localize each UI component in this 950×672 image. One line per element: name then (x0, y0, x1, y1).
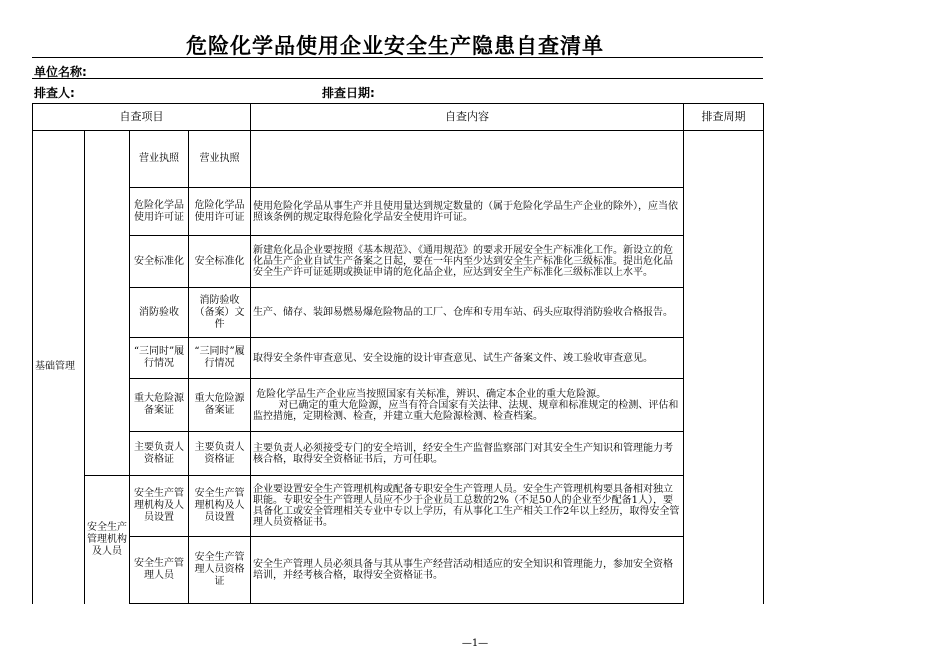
check-date-label: 排查日期: (322, 86, 375, 100)
table-row (33, 476, 764, 537)
category-basic-management: 基础管理 (33, 131, 85, 604)
check-item: 危险化学品使用许可证 (130, 188, 189, 236)
checklist-table (32, 103, 764, 604)
check-subitem: 重大危险源备案证 (189, 379, 251, 432)
col-header-period: 排查周期 (684, 104, 764, 131)
check-content: 安全生产管理人员必须具备与其从事生产经营活动相适应的安全知识和管理能力，参加安全资格培训，并经考核合格，取得安全资格证书。 (251, 537, 684, 604)
category-empty-cell (85, 131, 130, 476)
category-safety-org: 安全生产管理机构及人员 (85, 476, 130, 604)
check-subitem: 安全生产管理机构及人员设置 (189, 476, 251, 537)
check-content (251, 131, 684, 188)
check-subitem: 主要负责人资格证 (189, 432, 251, 476)
unit-name-label: 单位名称: (34, 65, 87, 79)
check-content: 企业要设置安全生产管理机构或配备专职安全生产管理人员。安全生产管理机构要具备相对独立职能。专职安全生产管理人员应不少于企业员工总数的2%（不足50人的企业至少配备1人），要具备化工或安全管理相关专业中专以上学历，有从事化工生产相关工作2年以上经历，取得安全管理人员资格证书。 (251, 476, 684, 537)
check-subitem: 危险化学品使用许可证 (189, 188, 251, 236)
check-item: 重大危险源备案证 (130, 379, 189, 432)
check-content: 取得安全条件审查意见、安全设施的设计审查意见、试生产备案文件、竣工验收审查意见。 (251, 338, 684, 379)
col-header-content: 自查内容 (251, 104, 684, 131)
table-row (33, 537, 764, 604)
check-item: 消防验收 (130, 288, 189, 338)
check-item: 营业执照 (130, 131, 189, 188)
checker-label: 排查人: (34, 86, 75, 100)
table-row (33, 188, 764, 236)
check-content: 新建危化品企业要按照《基本规范》、《通用规范》的要求开展安全生产标准化工作。新设立的危化品生产企业自试生产备案之日起，要在一年内至少达到安全生产标准化三级标准。提出危化品安全生产许可证延期或换证申请的危化品企业，应达到安全生产标准化三级标准以上水平。 (251, 236, 684, 288)
check-content: 生产、储存、装卸易燃易爆危险物品的工厂、仓库和专用车站、码头应取得消防验收合格报告。 (251, 288, 684, 338)
check-item: 安全生产管理人员 (130, 537, 189, 604)
check-subitem: 安全生产管理人员资格证 (189, 537, 251, 604)
check-content: 危险化学品生产企业应当按照国家有关标准，辨识、确定本企业的重大危险源。 对已确定的重大危险源，应当有符合国家有关法律、法规、规章和标准规定的检测、评估和监控措施，定期检测、检查，并建立重大危险源检测、检查档案。 (251, 379, 684, 432)
table-row (33, 338, 764, 379)
check-item: “三同时”履行情况 (130, 338, 189, 379)
check-period-cell (684, 131, 764, 604)
page-title: 危险化学品使用企业安全生产隐患自查清单 (186, 34, 604, 58)
check-item: 安全标准化 (130, 236, 189, 288)
check-subitem: 营业执照 (189, 131, 251, 188)
divider (32, 78, 763, 79)
check-item: 主要负责人资格证 (130, 432, 189, 476)
page-number: —1— (461, 638, 489, 649)
check-subitem: 消防验收（备案）文件 (189, 288, 251, 338)
check-content: 使用危险化学品从事生产并且使用量达到规定数量的（属于危险化学品生产企业的除外），应当依照该条例的规定取得危险化学品安全使用许可证。 (251, 188, 684, 236)
table-header-row (33, 104, 764, 131)
check-item: 安全生产管理机构及人员设置 (130, 476, 189, 537)
check-content: 主要负责人必须接受专门的安全培训，经安全生产监督监察部门对其安全生产知识和管理能力考核合格，取得安全资格证书后，方可任职。 (251, 432, 684, 476)
col-header-item: 自查项目 (33, 104, 251, 131)
table-row (33, 379, 764, 432)
check-subitem: “三同时”履行情况 (189, 338, 251, 379)
check-subitem: 安全标准化 (189, 236, 251, 288)
table-row (33, 288, 764, 338)
table-row (33, 131, 764, 188)
divider (32, 57, 763, 58)
table-row (33, 236, 764, 288)
table-row (33, 432, 764, 476)
